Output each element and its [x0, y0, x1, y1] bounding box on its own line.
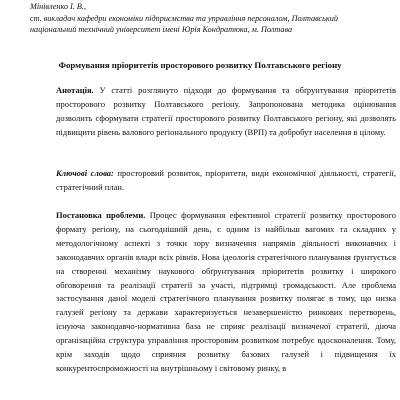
abstract-label: Анотація.: [56, 85, 94, 95]
problem-text: Процес формування ефективної стратегії розвитку просторового формату регіону, на сьогоднішній день, є одним із найбільш вагомих та складних у методологічному аспекті з точки зору визначення напрямів діяльності виконавчих і законодавчих органів влади всіх рівнів. Нова ідеологія стратегічного планування ґрунтується на створенні механізму наукового обґрунтування пріоритетів розвитку і широкого обговорення та реалізації стратегії за участі, підтримці громадськості. Але проблема застосування даної моделі стратегічного планування розвитку полягає в тому, що низка галузей регіону та держави характеризується незавершеністю ринкових перетворень, існуюча законодавчо-нормативна база не сприяє реалізації визначеної стратегії, діюча організаційна структура управління просторовим розвитком потребує вдосконалення. Тому, крім заходів щодо сприяння розвитку базових галузей і підвищення їх конкурентоспроможності на внутрішньому і світовому ринку, в: [56, 210, 396, 373]
abstract-paragraph: [30, 84, 396, 140]
paper-title: Формування пріоритетів просторового розвитку Полтавського регіону: [58, 60, 342, 70]
keywords-text: просторовий розвиток, пріоритети, види економічної діяльності, стратегії, стратегічний план.: [56, 168, 397, 192]
keywords-paragraph: [30, 167, 396, 195]
author-affiliation: ст. викладач кафедри економіки підприємства та управління персоналом, Полтавський національний технічний університет імені Юрія Кондратюка, м. Полтава: [30, 13, 338, 34]
abstract-text: У статті розглянуто підходи до формування та обґрунтування пріоритетів просторового розвитку Полтавського регіону. Запропонована методика оцінювання дозволить сформувати стратегії просторового розвитку Полтавського регіону, які дозволять підвищити рівень валового регіонального продукту (ВРП) та добробут населення в цілому.: [56, 85, 396, 137]
keywords-label: Ключові слова:: [56, 168, 114, 178]
problem-paragraph: [30, 209, 396, 376]
author-info: [30, 1, 370, 36]
author-name: Мінівленко І. В.,: [30, 2, 87, 11]
problem-label: Постановка проблеми.: [56, 210, 146, 220]
